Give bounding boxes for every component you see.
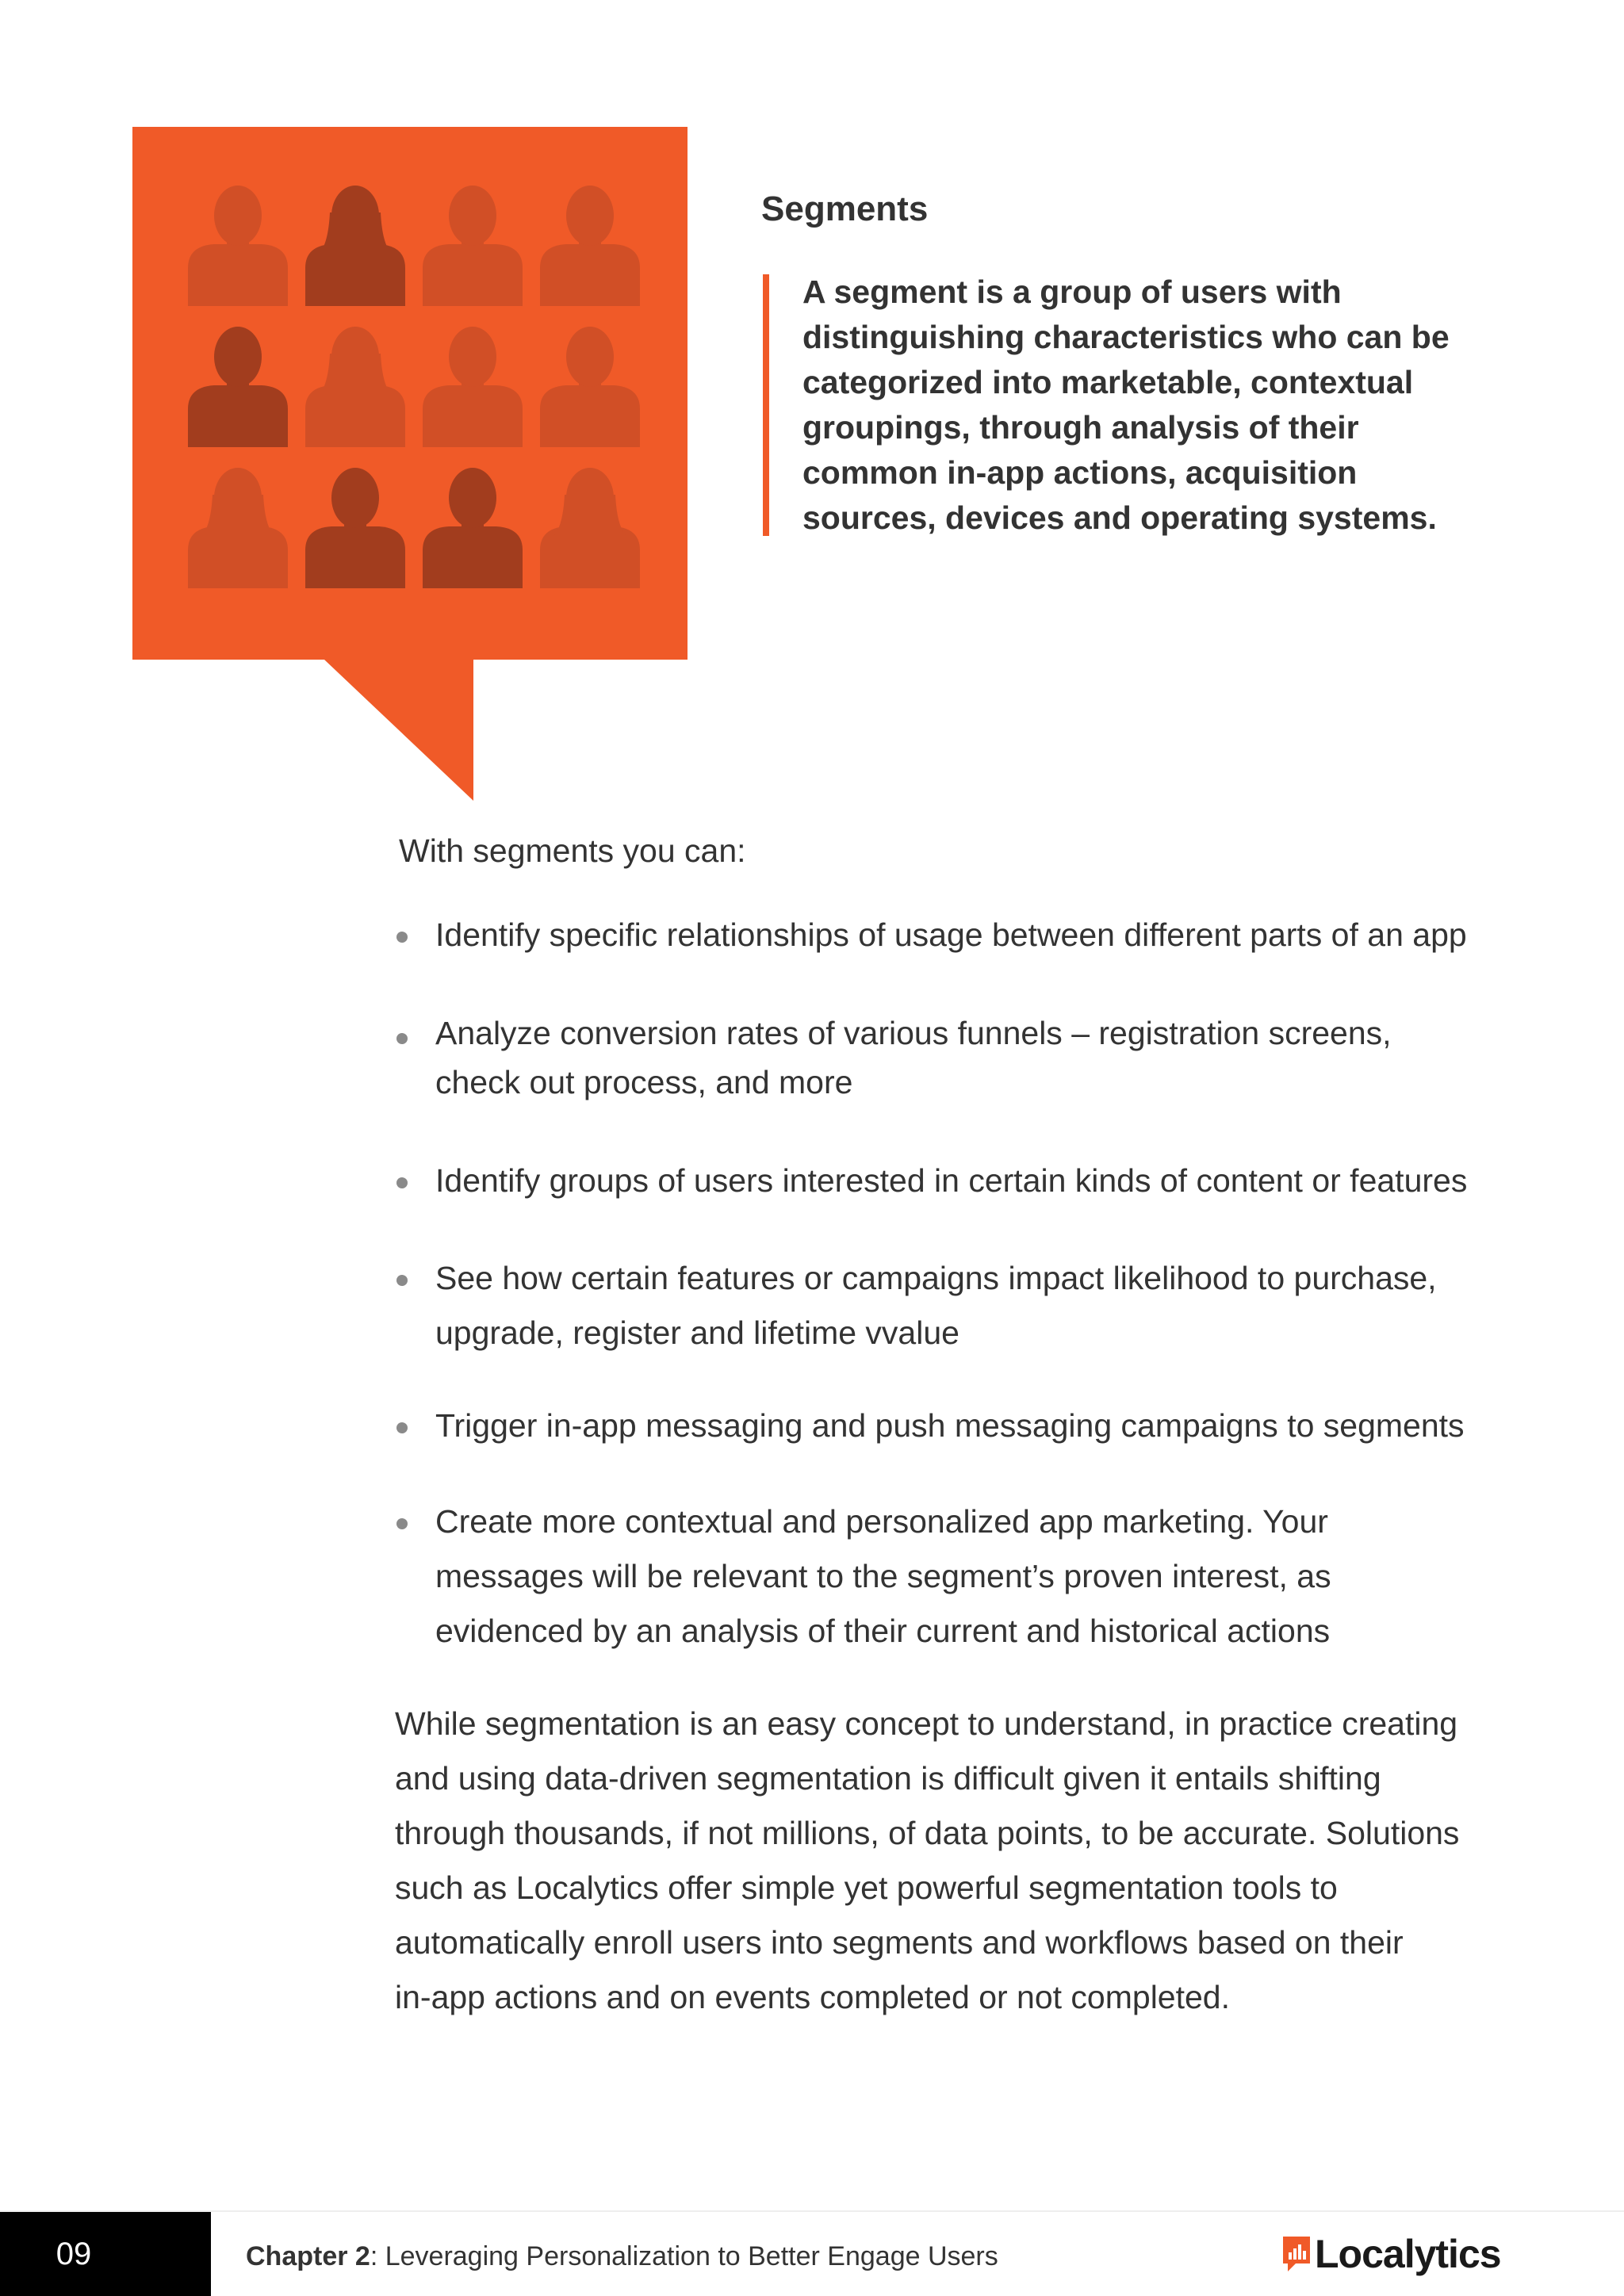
list-item-line: Identify specific relationships of usage between different parts of an app bbox=[435, 916, 1467, 953]
bullet-dot bbox=[396, 932, 408, 943]
bullet-dot bbox=[396, 1033, 408, 1044]
logo-text: Localytics bbox=[1315, 2232, 1501, 2276]
list-item-text bbox=[435, 1154, 1506, 1208]
list-item-text bbox=[435, 1399, 1506, 1453]
closing-line: automatically enroll users into segments and workflows based on their bbox=[395, 1924, 1404, 1961]
segment-definition-quote bbox=[763, 274, 1477, 536]
definition-line: A segment is a group of users with bbox=[802, 274, 1342, 310]
list-item-line: See how certain features or campaigns impact likelihood to purchase, bbox=[435, 1260, 1437, 1296]
list-item-line: messages will be relevant to the segment’s proven interest, as bbox=[435, 1558, 1331, 1594]
chapter-label: Chapter 2 bbox=[246, 2241, 370, 2271]
list-item-line: evidenced by an analysis of their current and historical actions bbox=[435, 1613, 1331, 1649]
list-item-line: Trigger in-app messaging and push messaging campaigns to segments bbox=[435, 1407, 1465, 1444]
list-item-text bbox=[435, 1494, 1506, 1659]
intro-text: With segments you can: bbox=[399, 832, 746, 869]
bullet-dot bbox=[396, 1422, 408, 1433]
closing-line: through thousands, if not millions, of data points, to be accurate. Solutions bbox=[395, 1815, 1460, 1851]
list-item-line: Create more contextual and personalized app marketing. Your bbox=[435, 1503, 1328, 1540]
bullet-dot bbox=[396, 1177, 408, 1188]
page-number-box bbox=[0, 2212, 211, 2296]
segments-illustration bbox=[132, 127, 688, 801]
closing-line: such as Localytics offer simple yet powerful segmentation tools to bbox=[395, 1869, 1338, 1906]
list-item-text bbox=[435, 1251, 1506, 1360]
list-item-line: check out process, and more bbox=[435, 1064, 853, 1100]
definition-line: common in-app actions, acquisition bbox=[802, 454, 1358, 491]
list-item-text bbox=[435, 1008, 1506, 1107]
logo-bars-icon bbox=[1283, 2237, 1310, 2271]
segments-heading: Segments bbox=[761, 189, 929, 228]
closing-paragraph bbox=[395, 1697, 1505, 2025]
list-item-line: Identify groups of users interested in certain kinds of content or features bbox=[435, 1162, 1468, 1199]
closing-line: and using data-driven segmentation is difficult given it entails shifting bbox=[395, 1760, 1381, 1797]
definition-line: distinguishing characteristics who can be bbox=[802, 319, 1450, 355]
list-item-line: upgrade, register and lifetime vvalue bbox=[435, 1314, 959, 1351]
speech-bubble-user-grid-icon bbox=[132, 127, 688, 801]
definition-line: groupings, through analysis of their bbox=[802, 409, 1359, 446]
bullet-dot bbox=[396, 1275, 408, 1286]
page-number: 09 bbox=[56, 2236, 92, 2271]
localytics-logo bbox=[1283, 2226, 1501, 2282]
closing-line: in-app actions and on events completed or not completed. bbox=[395, 1979, 1230, 2015]
footer-divider bbox=[0, 2210, 1624, 2212]
closing-line: While segmentation is an easy concept to understand, in practice creating bbox=[395, 1705, 1458, 1742]
chapter-footer bbox=[246, 2234, 998, 2279]
list-item-line: Analyze conversion rates of various funnels – registration screens, bbox=[435, 1015, 1392, 1051]
bullet-dot bbox=[396, 1518, 408, 1529]
definition-line: sources, devices and operating systems. bbox=[802, 499, 1437, 536]
list-item-text bbox=[435, 908, 1506, 962]
definition-line: categorized into marketable, contextual bbox=[802, 364, 1414, 400]
chapter-title: : Leveraging Personalization to Better Engage Users bbox=[370, 2241, 998, 2271]
